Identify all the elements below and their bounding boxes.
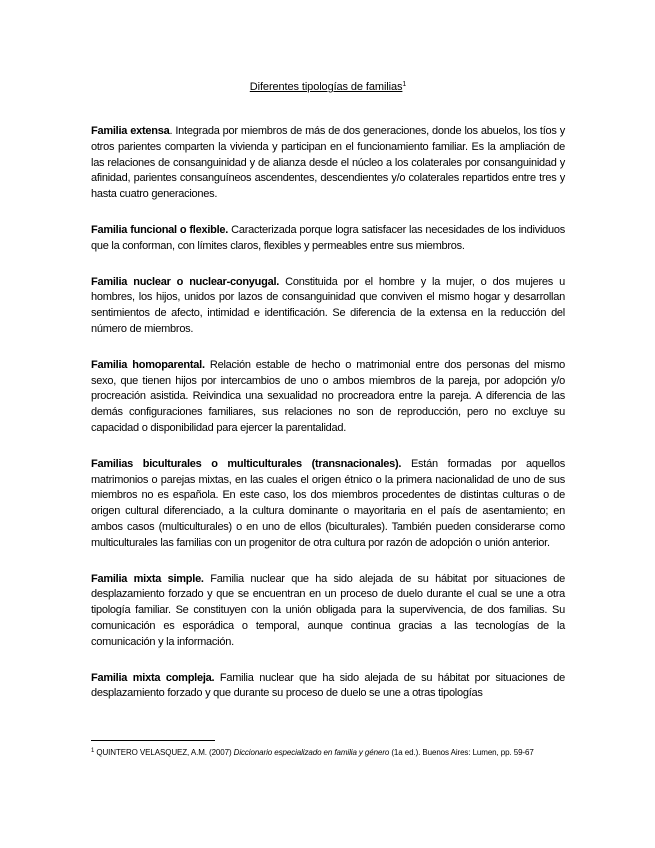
paragraph-text: Relación estable de hecho o matrimonial entre dos personas del mismo sexo, que tienen hijos por intercambios de uno o ambos miembros de la pareja, por adopción y/o procreación asistida. Reivindica una sexualidad no procreadora entre la pareja. A diferencia de las demás configuraciones familiares, sus relaciones no son de reproducción, pero no excluye su capacidad o disponibilidad para ejercer la parentalidad. [91, 358, 565, 434]
paragraph-text: Caracterizada porque logra satisfacer las necesidades de los individuos que la conforman, con límites claros, flexibles y permeables entre sus miembros. [91, 223, 566, 252]
footnote [91, 746, 565, 760]
paragraph-familia-mixta-simple [91, 572, 565, 651]
paragraph-text: Constituida por el hombre y la mujer, o dos mujeres u hombres, los hijos, unidos por lazos de consanguinidad que conviven el mismo hogar y desarrollan sentimientos de afecto, intimidad e identificación. Se diferencia de la extensa en la reducción del número de miembros. [91, 275, 565, 335]
footnote-mark: 1 [91, 748, 95, 754]
paragraph-familias-biculturales [91, 457, 565, 552]
paragraph-familia-funcional [91, 223, 565, 255]
document-body [91, 124, 565, 722]
paragraph-text: Familia nuclear que ha sido alejada de su hábitat por situaciones de desplazamiento forzado y que durante su proceso de duelo se une a otras tipologías [91, 671, 565, 700]
paragraph-term: Familia mixta compleja. [91, 671, 215, 684]
footnote-author: QUINTERO VELASQUEZ, A.M. (2007) [94, 748, 234, 757]
footnote-work-title: Diccionario especializado en familia y género [233, 748, 390, 757]
document-title-text: Diferentes tipologías de familias [249, 81, 403, 93]
paragraph-term: Familia extensa [91, 125, 170, 137]
footnote-separator [91, 740, 215, 741]
paragraph-term: Familia mixta simple. [91, 572, 204, 585]
title-footnote-mark[interactable]: 1 [402, 81, 407, 88]
paragraph-text: Están formadas por aquellos matrimonios o parejas mixtas, en las cuales el origen étnico o la primera nacionalidad de uno de sus miembros no es española. En este caso, los dos miembros procedentes de distintas culturas o de origen cultural diferenciado, a la cultura dominante o mayoritaria en el país de asentamiento; en ambos casos (multiculturales) o en uno de ellos (biculturales). También pueden considerarse como multiculturales las familias con un progenitor de otra cultura por razón de adopción o unión anterior. [91, 457, 565, 549]
paragraph-term: Familia homoparental. [91, 358, 205, 371]
paragraph-familia-nuclear [91, 275, 565, 338]
footnote-publication: (1a ed.). Buenos Aires: Lumen, pp. 59-67 [389, 748, 534, 757]
document-title [91, 80, 565, 94]
paragraph-familia-homoparental [91, 358, 565, 437]
paragraph-term: Familia nuclear o nuclear-conyugal. [91, 275, 280, 288]
paragraph-term: Familias biculturales o multiculturales (transnacionales). [91, 457, 402, 470]
paragraph-term: Familia funcional o flexible. [91, 223, 229, 236]
paragraph-text: . Integrada por miembros de más de dos generaciones, donde los abuelos, los tíos y otros parientes comparten la vivienda y participan en el funcionamiento familiar. Es la ampliación de las relaciones de consanguinidad y de alianza desde el núcleo a los colaterales por consanguinidad y afinidad, parientes consanguíneos ascendentes, descendientes y/o colaterales repartidos entre tres y hasta cuatro generaciones. [91, 125, 565, 201]
paragraph-text: Familia nuclear que ha sido alejada de su hábitat por situaciones de desplazamiento forzado y que se encuentran en un proceso de duelo durante el cual se une a otra tipología familiar. Se constituyen con la unión obligada para la supervivencia, de dos familias. Su comunicación es esporádica o temporal, aunque continua gracias a las tecnologías de la comunicación y la información. [91, 572, 565, 648]
paragraph-familia-mixta-compleja [91, 671, 565, 703]
paragraph-familia-extensa [91, 124, 565, 203]
